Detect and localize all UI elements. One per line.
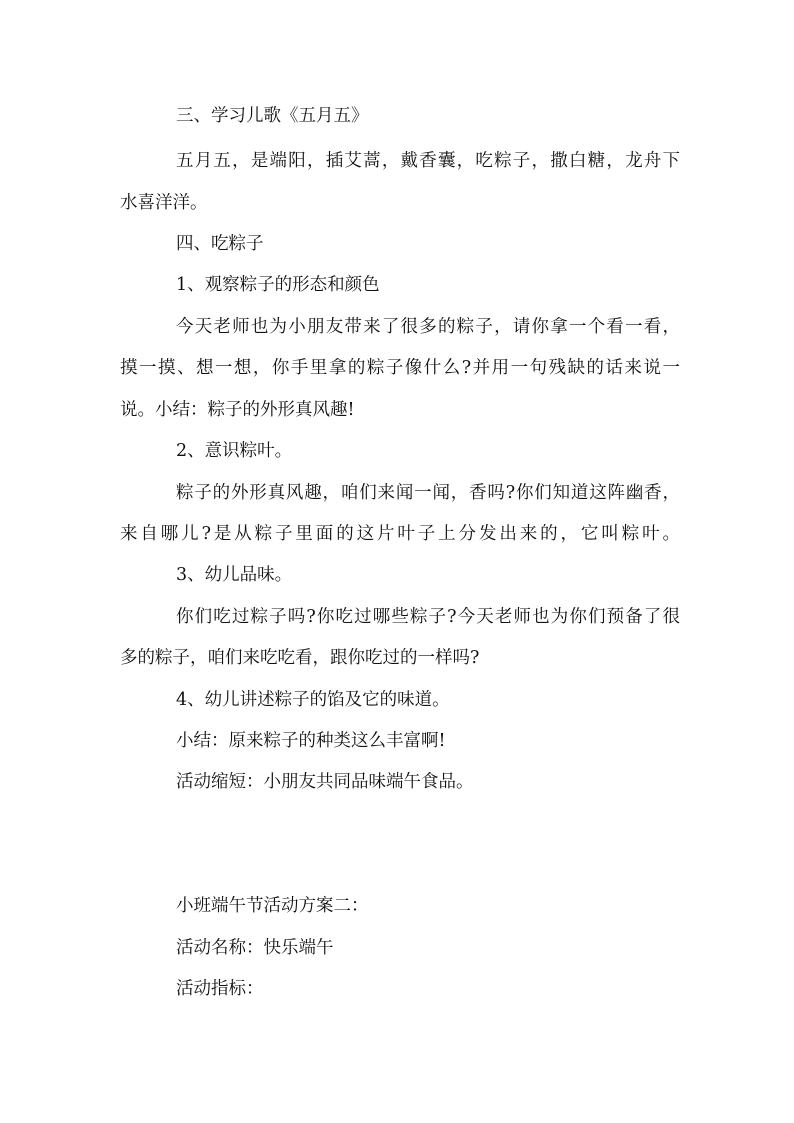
section-heading-learn-song: 三、学习儿歌《五月五》 [176,106,369,126]
paragraph-line: 多的粽子，咱们来吃吃看，跟你吃过的一样吗? [120,648,480,668]
paragraph-line: 你们吃过粽子吗?你吃过哪些粽子?今天老师也为你们预备了很 [176,607,680,627]
section-heading-eat-zongzi: 四、吃粽子 [176,234,264,254]
activity-goals-line: 活动指标： [176,979,264,999]
step-heading: 1、观察粽子的形态和颜色 [176,275,380,295]
paragraph-line: 来自哪儿?是从粽子里面的这片叶子上分发出来的，它叫粽叶。 [120,524,680,544]
activity-name-line: 活动名称：快乐端午 [176,938,334,958]
step-heading: 3、幼儿品味。 [176,565,293,585]
paragraph-line: 摸一摸、想一想，你手里拿的粽子像什么?并用一句残缺的话来说一 [120,358,680,378]
paragraph-line: 说。小结：粽子的外形真风趣! [120,400,355,420]
paragraph-line: 今天老师也为小朋友带来了很多的粽子，请你拿一个看一看， [176,317,680,337]
paragraph-line: 五月五，是端阳，插艾蒿，戴香囊，吃粽子，撒白糖，龙舟下 [176,151,680,171]
paragraph-line: 水喜洋洋。 [120,193,208,213]
step-heading: 2、意识粽叶。 [176,441,293,461]
plan-two-title: 小班端午节活动方案二： [176,896,369,916]
paragraph-line: 活动缩短：小朋友共同品味端午食品。 [176,772,474,792]
step-heading: 4、幼儿讲述粽子的馅及它的味道。 [176,690,450,710]
summary-line: 小结：原来粽子的种类这么丰富啊! [176,731,446,751]
paragraph-line: 粽子的外形真风趣，咱们来闻一闻，香吗?你们知道这阵幽香， [176,483,680,503]
